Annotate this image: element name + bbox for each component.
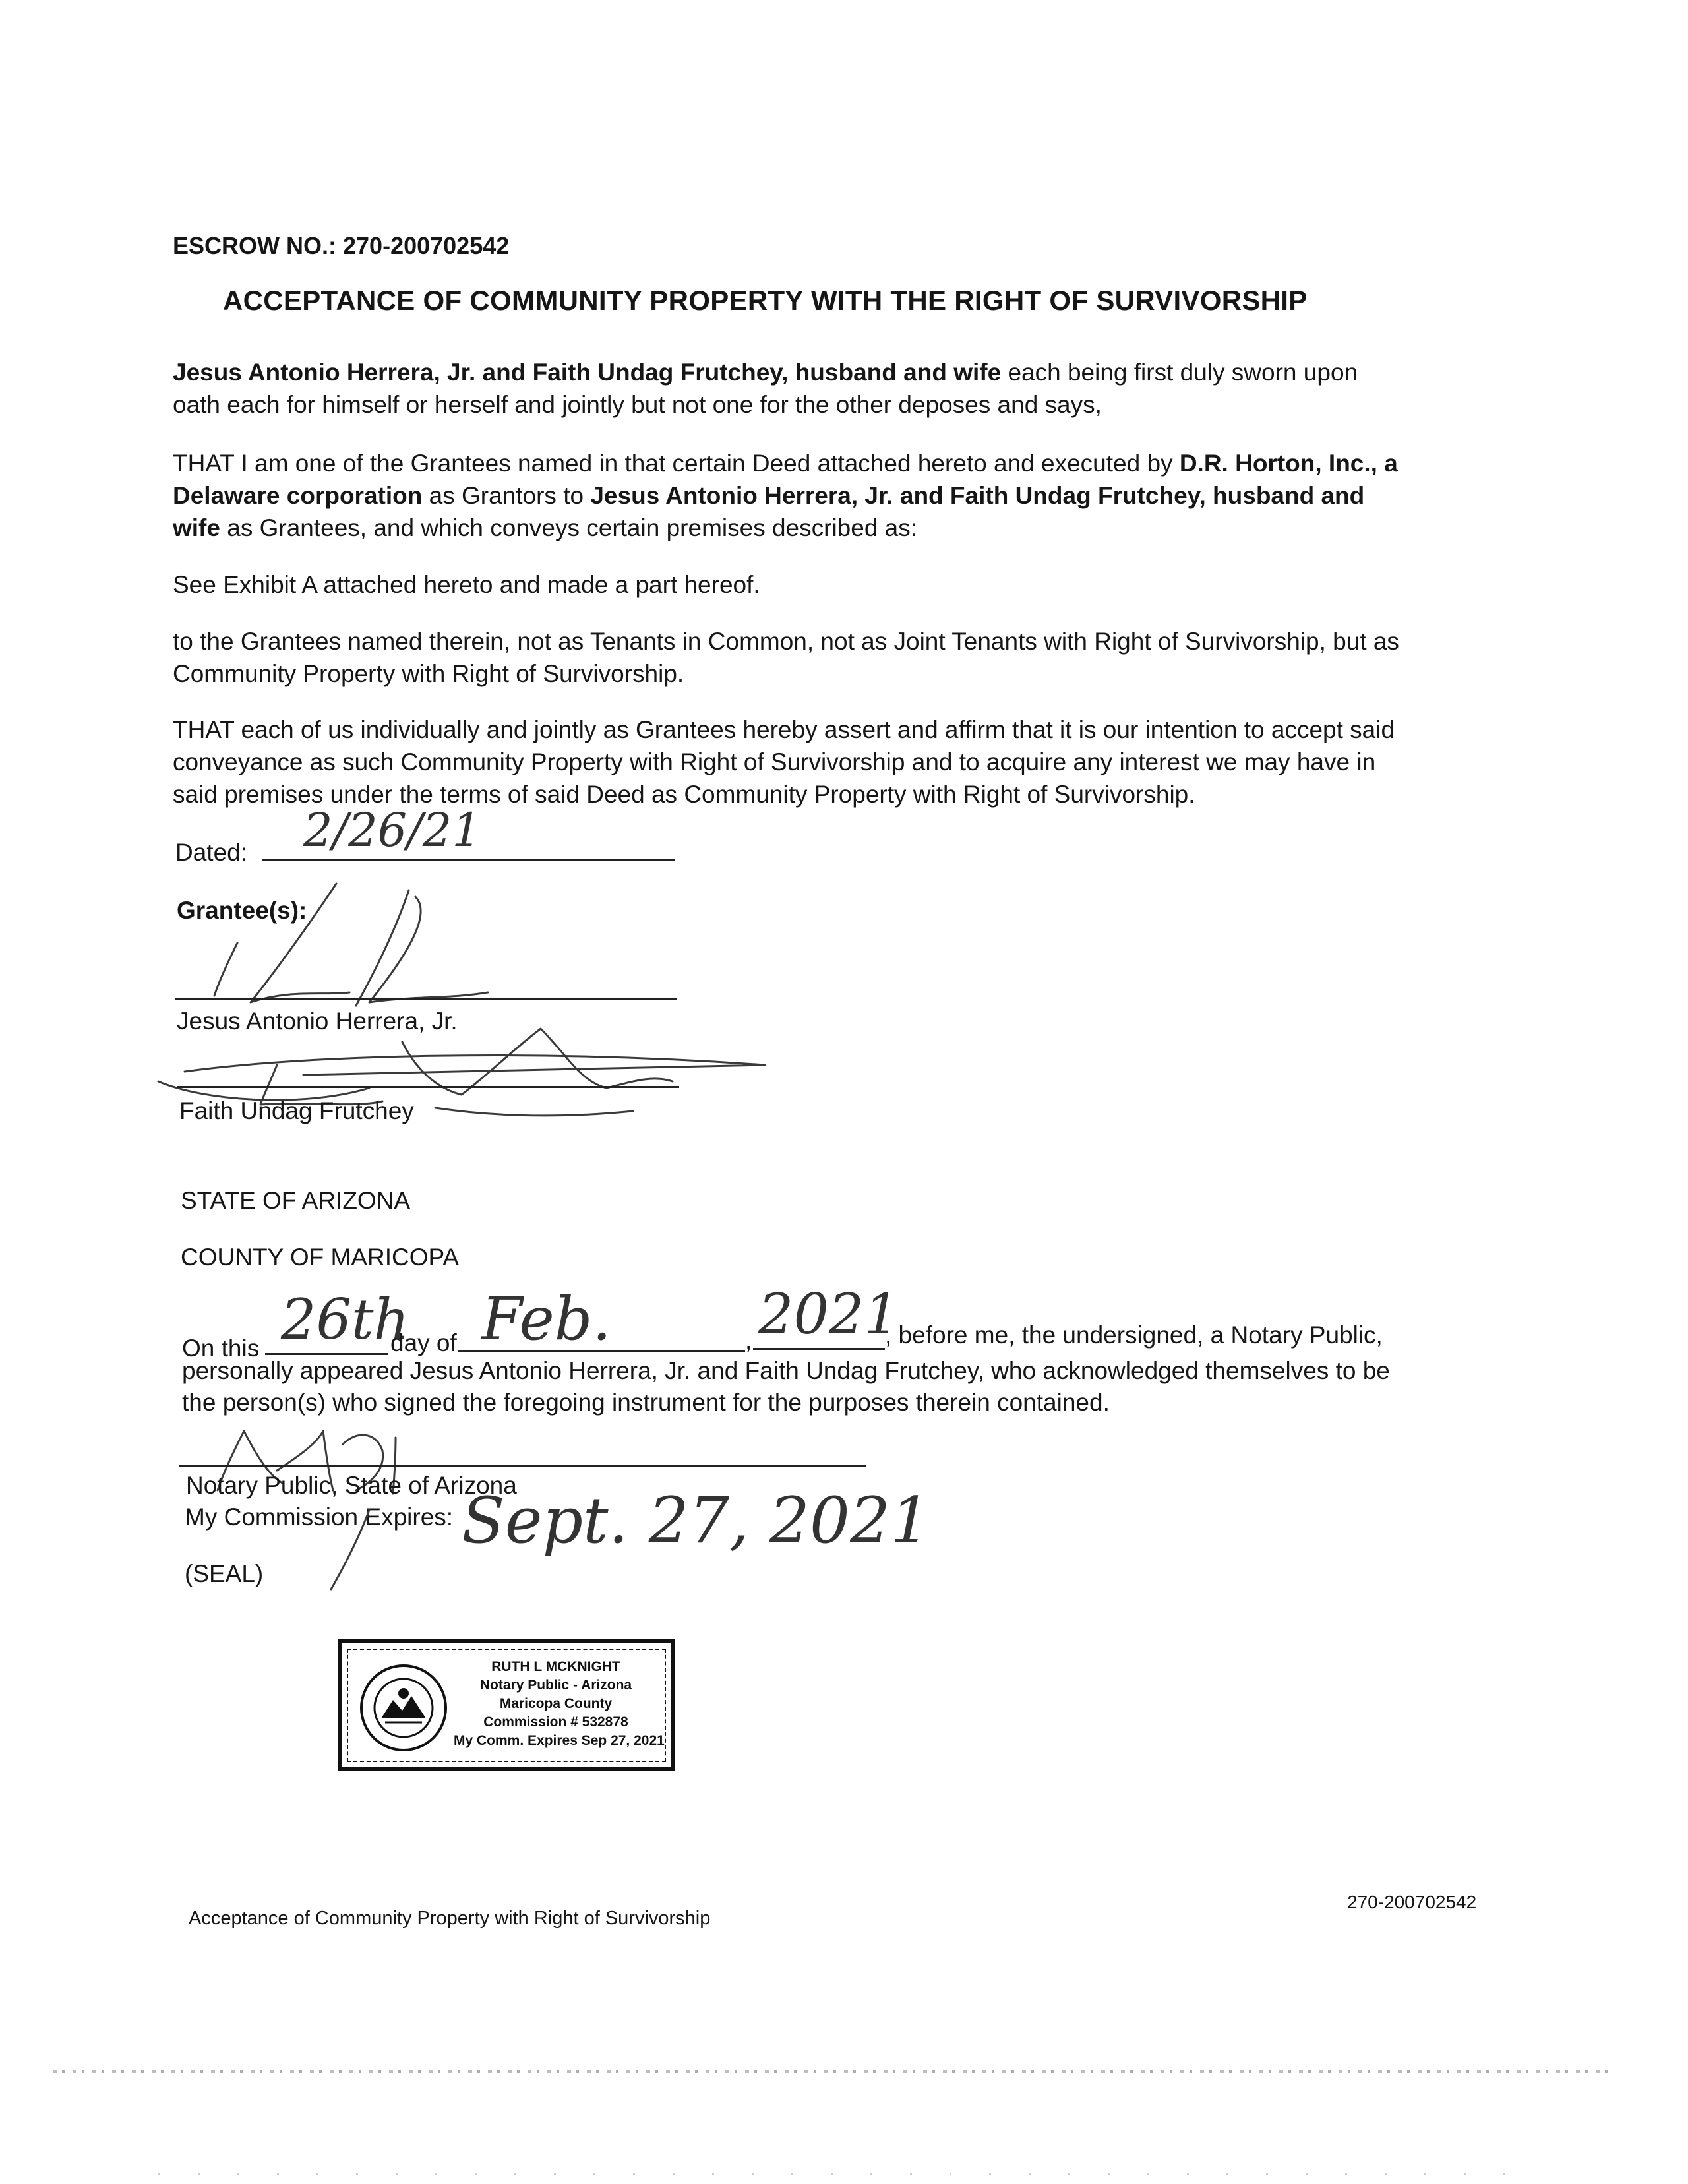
- notary-line3: the person(s) who signed the foregoing instrument for the purposes therein contained.: [182, 1389, 1110, 1416]
- stamp-commission: Commission # 532878: [483, 1714, 628, 1730]
- venue-state: STATE OF ARIZONA: [181, 1187, 411, 1214]
- exhibit-text: See Exhibit A attached hereto and made a part hereof.: [173, 571, 760, 598]
- grantee1-signature: [198, 870, 554, 1016]
- grantee1-name: Jesus Antonio Herrera, Jr.: [177, 1008, 458, 1035]
- notary-signature-flourish: [323, 1503, 382, 1596]
- notary-title: Notary Public, State of Arizona: [186, 1472, 517, 1499]
- scan-artifact-dots: [158, 2173, 1530, 2175]
- notary-commission-label: My Commission Expires:: [185, 1503, 454, 1531]
- grantee-names: Jesus Antonio Herrera, Jr. and Faith Undag Frutchey, husband and wife: [173, 359, 1002, 386]
- notary-stamp: [338, 1639, 675, 1771]
- affirm-paragraph: [173, 713, 1472, 810]
- venue-county: COUNTY OF MARICOPA: [181, 1244, 460, 1271]
- escrow-number-line: [173, 232, 509, 260]
- deed-paragraph: [173, 447, 1472, 544]
- intro-paragraph: [173, 356, 1472, 421]
- affirm-line3: said premises under the terms of said Deed as Community Property with Right of Survivorship.: [173, 781, 1195, 808]
- notary-line1-rest: , before me, the undersigned, a Notary Public,: [885, 1321, 1383, 1349]
- notary-month-handwritten: Feb.: [481, 1285, 612, 1354]
- notary-year-line: [753, 1348, 885, 1350]
- scan-artifact-line: [53, 2070, 1609, 2073]
- stamp-county: Maricopa County: [499, 1696, 613, 1711]
- document-title: ACCEPTANCE OF COMMUNITY PROPERTY WITH THE RIGHT OF SURVIVORSHIP: [223, 285, 1308, 316]
- grantor-name: D.R. Horton, Inc., a: [1179, 450, 1398, 477]
- stamp-expires: My Comm. Expires Sep 27, 2021: [454, 1733, 665, 1748]
- affirm-line2: conveyance as such Community Property with Right of Survivorship and to acquire any interest we may have in: [173, 748, 1376, 775]
- footer-escrow-number: 270-200702542: [1347, 1892, 1477, 1912]
- stamp-role: Notary Public - Arizona: [479, 1678, 632, 1693]
- notary-on-this: On this: [182, 1335, 260, 1362]
- seal-label: (SEAL): [185, 1560, 264, 1587]
- notary-day-of: day of: [390, 1329, 457, 1356]
- escrow-number: 270-200702542: [343, 232, 510, 259]
- grantees-line1: to the Grantees named therein, not as Tenants in Common, not as Joint Tenants with Right of Survivorship, but as: [173, 628, 1399, 655]
- dated-handwritten: 2/26/21: [303, 803, 481, 857]
- deed-line3-text: as Grantees, and which conveys certain premises described as:: [220, 514, 918, 541]
- dated-label: Dated:: [175, 839, 248, 866]
- notary-signature-line: [179, 1465, 866, 1467]
- dated-signature-line: [262, 859, 675, 861]
- notary-year-handwritten: 2021: [758, 1282, 899, 1347]
- grantee2-signature-line: [177, 1086, 679, 1088]
- escrow-label: ESCROW NO.:: [173, 232, 336, 259]
- grantees-line2: Community Property with Right of Survivorship.: [173, 660, 684, 687]
- deed-grantee-names: Jesus Antonio Herrera, Jr. and Faith Undag Frutchey, husband and: [590, 482, 1365, 509]
- grantees-label: Grantee(s):: [177, 897, 307, 924]
- footer-document-name: Acceptance of Community Property with Right of Survivorship: [189, 1908, 711, 1929]
- intro-line2: oath each for himself or herself and jointly but not one for the other deposes and says,: [173, 391, 1102, 418]
- deed-line1-text: THAT I am one of the Grantees named in that certain Deed attached hereto and executed by: [173, 450, 1180, 477]
- grantees-paragraph: [173, 625, 1472, 690]
- notary-stamp-text: [454, 1658, 665, 1750]
- notary-day-handwritten: 26th: [281, 1287, 409, 1352]
- notary-comma: ,: [745, 1327, 752, 1354]
- deed-line2-text: as Grantors to: [422, 482, 591, 509]
- affirm-line1: THAT each of us individually and jointly as Grantees hereby assert and affirm that it is our intention to accept said: [173, 716, 1395, 743]
- exhibit-paragraph: [173, 568, 1472, 601]
- notary-line2: personally appeared Jesus Antonio Herrera, Jr. and Faith Undag Frutchey, who acknowledged themselves to be: [182, 1357, 1390, 1384]
- grantor-entity: Delaware corporation: [173, 482, 423, 509]
- notary-commission-handwritten: Sept. 27, 2021: [462, 1484, 931, 1558]
- deed-grantee-wife: wife: [173, 514, 220, 541]
- grantee1-signature-line: [175, 998, 677, 1000]
- grantee2-name: Faith Undag Frutchey: [179, 1097, 414, 1124]
- arizona-seal-icon: [359, 1663, 448, 1753]
- stamp-name: RUTH L MCKNIGHT: [491, 1659, 620, 1674]
- intro-line1-rest: each being first duly sworn upon: [1001, 359, 1358, 386]
